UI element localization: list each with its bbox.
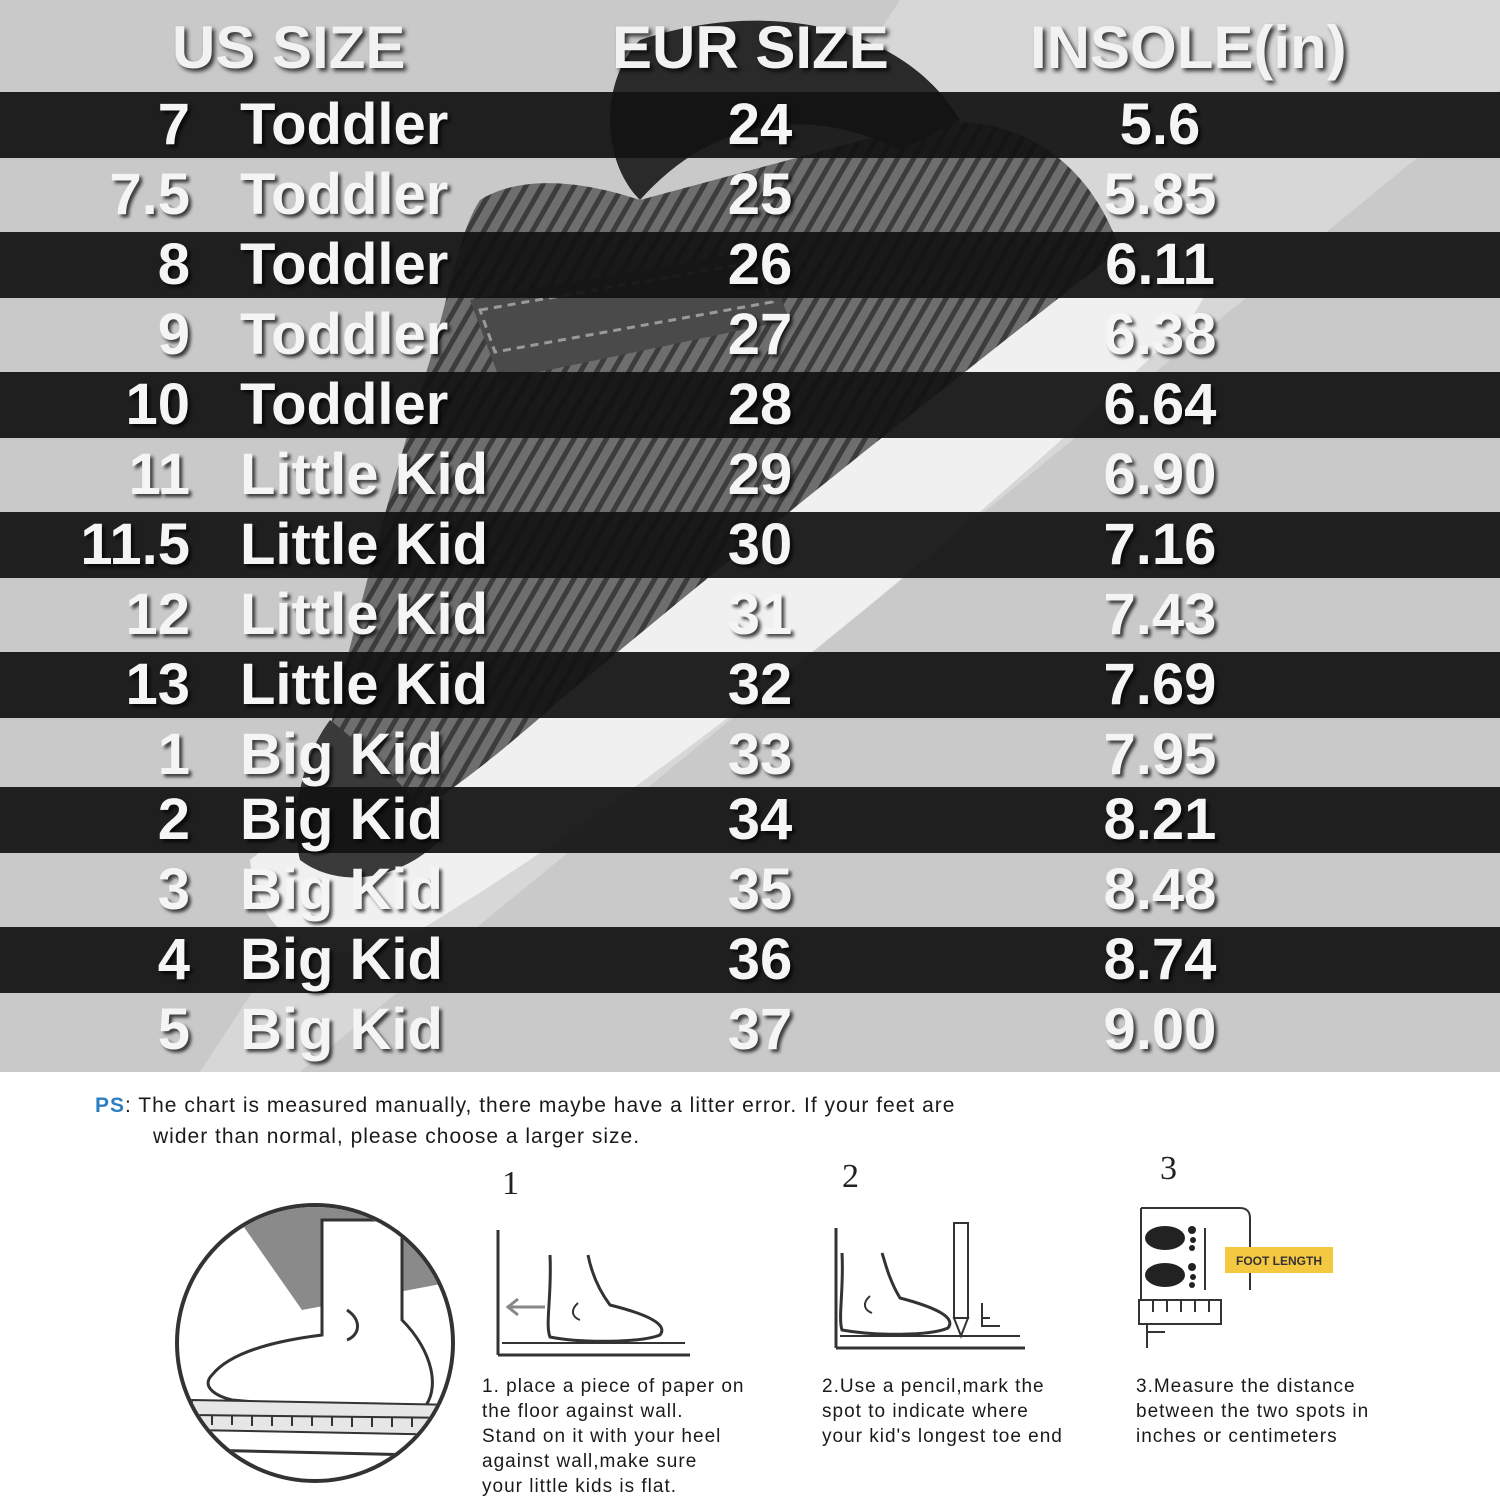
eur-size-cell: 35 [727,857,793,922]
us-size-cell: 8 [157,232,190,297]
insole-cell: 8.48 [1103,857,1217,922]
insole-cell: 7.69 [1103,652,1217,717]
insole-cell: 5.6 [1119,92,1201,157]
us-size-cell: 9 [157,302,190,367]
table-row [0,232,1500,298]
us-size-cell: 3 [157,857,190,922]
table-row [0,162,1500,228]
table-row [0,787,1500,853]
table-row [0,302,1500,368]
insole-cell: 9.00 [1103,997,1217,1062]
ps-note [95,1090,1145,1152]
table-row [0,582,1500,648]
eur-size-cell: 30 [727,512,793,577]
ps-line-1: : The chart is measured manually, there maybe have a litter error. If your feet are [125,1094,956,1117]
us-size-cell: 2 [157,787,190,852]
insole-cell: 6.38 [1103,302,1217,367]
eur-size-cell: 27 [727,302,793,367]
step-2-text: 2.Use a pencil,mark the spot to indicate where your kid's longest toe end [822,1376,1063,1447]
category-cell: Toddler [240,92,449,157]
table-row [0,722,1500,788]
eur-size-cell: 36 [727,927,793,992]
insole-cell: 6.64 [1103,372,1217,437]
step-3-number: 3 [1160,1150,1177,1187]
eur-size-cell: 25 [727,162,793,227]
category-cell: Big Kid [240,722,443,787]
eur-size-cell: 32 [727,652,793,717]
category-cell: Big Kid [240,857,443,922]
table-row [0,512,1500,578]
insole-cell: 6.11 [1105,232,1215,297]
category-cell: Little Kid [240,652,489,717]
insole-cell: 7.16 [1103,512,1217,577]
eur-size-cell: 24 [727,92,793,157]
step-1-text: 1. place a piece of paper on the floor against wall. Stand on it with your heel against wall,make sure your little kids is flat. [482,1376,745,1497]
insole-cell: 7.43 [1103,582,1217,647]
ps-tag: PS [95,1094,126,1117]
us-size-cell: 7 [157,92,190,157]
us-size-cell: 13 [125,652,190,717]
insole-cell: 8.74 [1103,927,1217,992]
ps-line-2: wider than normal, please choose a larger size. [153,1125,641,1148]
insole-cell: 7.95 [1103,722,1217,787]
eur-size-cell: 33 [727,722,793,787]
table-row [0,372,1500,438]
foot-on-ruler-illustration [172,1200,462,1490]
footprint-icon [1145,1263,1185,1287]
step-3-text: 3.Measure the distance between the two spots in inches or centimeters [1136,1376,1370,1447]
eur-size-cell: 26 [727,232,793,297]
eur-size-cell: 31 [727,582,793,647]
step-2-illustration [830,1218,1030,1358]
us-size-cell: 12 [125,582,190,647]
insole-cell: 5.85 [1103,162,1217,227]
step-3-illustration [1135,1200,1335,1360]
category-cell: Toddler [240,302,449,367]
eur-size-cell: 34 [727,787,793,852]
step-2-number: 2 [842,1158,859,1195]
us-size-cell: 1 [157,722,190,787]
header-insole: INSOLE(in) [1030,14,1347,81]
eur-size-cell: 28 [727,372,793,437]
category-cell: Little Kid [240,512,489,577]
footprint-icon [1145,1226,1185,1250]
category-cell: Big Kid [240,927,443,992]
step-1-illustration [490,1225,700,1365]
header-us-size: US SIZE [172,14,406,81]
category-cell: Big Kid [240,997,443,1062]
header-eur-size: EUR SIZE [612,14,889,81]
category-cell: Big Kid [240,787,443,852]
us-size-cell: 10 [125,372,190,437]
step-1-number: 1 [502,1165,519,1202]
category-cell: Toddler [240,162,449,227]
us-size-cell: 5 [157,997,190,1062]
eur-size-cell: 29 [727,442,793,507]
table-row [0,92,1500,158]
us-size-cell: 4 [157,927,190,992]
table-row [0,997,1500,1063]
category-cell: Toddler [240,232,449,297]
us-size-cell: 11 [128,442,190,507]
us-size-cell: 7.5 [109,162,190,227]
category-cell: Little Kid [240,442,489,507]
foot-length-label: FOOT LENGTH [1236,1254,1322,1268]
category-cell: Little Kid [240,582,489,647]
table-row [0,652,1500,718]
eur-size-cell: 37 [727,997,793,1062]
table-row [0,927,1500,993]
table-row [0,857,1500,923]
us-size-cell: 11.5 [80,512,190,577]
insole-cell: 6.90 [1103,442,1217,507]
table-row [0,442,1500,508]
category-cell: Toddler [240,372,449,437]
insole-cell: 8.21 [1103,787,1217,852]
